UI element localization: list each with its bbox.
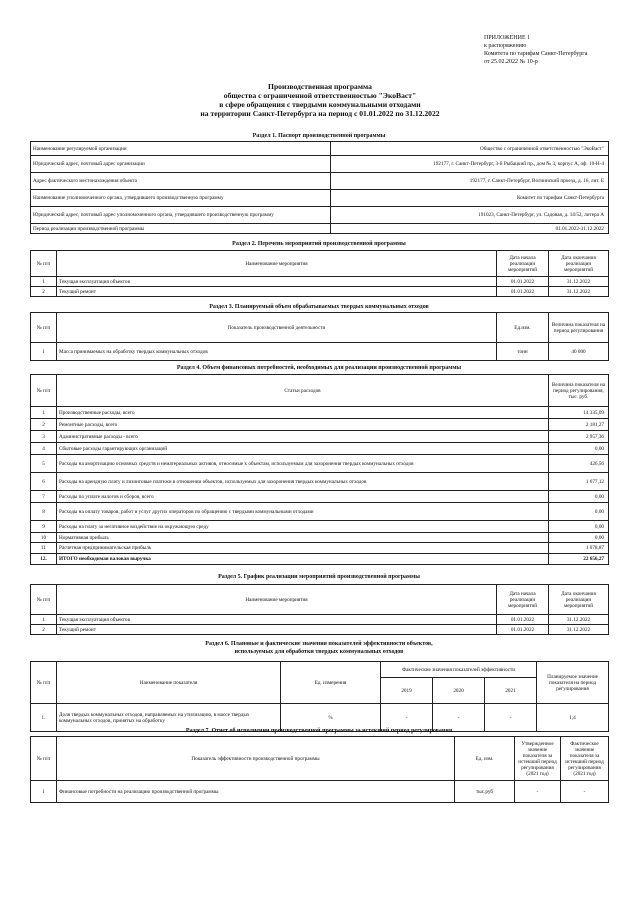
header-cell: Дата начала реализации мероприятий: [497, 585, 549, 615]
cell: 192177, г. Санкт-Петербург, 3-й Рыбацкий пр., дом № 3, корпус А, оф. 10-Н-4: [331, 156, 609, 173]
cell: 1,4: [537, 704, 609, 732]
heading-line: в сфере обращения с твердыми коммунальными отходами: [219, 100, 421, 109]
cell: Текущая эксплуатация объектов: [57, 277, 497, 287]
cell: Расходы на арендную плату и лизинговые платежи в отношении объектов, используемых для захоронения твердых коммунальных отходов: [57, 473, 549, 491]
cell: 10: [31, 533, 57, 543]
table-row: [31, 615, 609, 625]
cell: 01.01.2022: [497, 615, 549, 625]
cell: Наименование уполномоченного органа, утвердившего производственную программу: [31, 190, 331, 207]
heading-line: общества с ограниченной ответственностью "ЭкоВаст": [223, 91, 417, 100]
header-cell: Статьи расходов: [57, 375, 549, 407]
table-header-row: [31, 585, 609, 615]
section-1-table: [30, 141, 609, 234]
table-row: [31, 173, 609, 190]
header-cell: 2019: [381, 678, 433, 704]
cell: 31.12.2022: [549, 287, 609, 297]
cell: Нормативная прибыль: [57, 533, 549, 543]
cell: 01.01.2022: [497, 287, 549, 297]
table-row: [31, 190, 609, 207]
cell: Общество с ограниченной ответственностью "ЭкоВаст": [331, 142, 609, 156]
cell: 0,00: [549, 443, 609, 455]
table-row: [31, 625, 609, 635]
cell: 0,00: [549, 521, 609, 533]
cell: Расходы на оплату товаров, работ и услуг других операторов по обращению с твердыми коммунальными отходами: [57, 503, 549, 521]
section-6-table: [30, 661, 609, 732]
cell: 14 335,09: [549, 407, 609, 419]
section-6-title: [30, 640, 608, 656]
section-1-title: Раздел 1. Паспорт производственной программы: [252, 133, 386, 139]
cell: ИТОГО необходимая валовая выручка: [57, 554, 549, 565]
cell: Расходы по уплате налогов и сборов, всего: [57, 491, 549, 503]
table-row: [31, 554, 609, 565]
section-4-table: [30, 374, 609, 565]
cell: -: [485, 704, 537, 732]
cell: %: [281, 704, 381, 732]
section-3-table: [30, 312, 609, 361]
table-row: [31, 407, 609, 419]
header-cell: Дата окончания реализации мероприятий: [549, 585, 609, 615]
section-5-table: [30, 584, 609, 635]
cell: 4: [31, 443, 57, 455]
cell: Наименование регулируемой организации: [31, 142, 331, 156]
header-cell: Наименование мероприятия: [57, 251, 497, 277]
header-cell: Наименование мероприятия: [57, 585, 497, 615]
appendix-block: [484, 34, 587, 66]
appendix-title: ПРИЛОЖЕНИЕ 1: [484, 35, 531, 41]
cell: 2: [31, 419, 57, 431]
cell: 0,00: [549, 503, 609, 521]
table-row: [31, 343, 609, 361]
cell: 426,56: [549, 455, 609, 473]
section-2-table: [30, 250, 609, 297]
table-header-row: [31, 313, 609, 343]
cell: 31.12.2022: [549, 615, 609, 625]
cell: 1.: [31, 704, 57, 732]
cell: 191023, Санкт-Петербург, ул. Садовая, д. 14/52, литера А: [331, 207, 609, 224]
section-4-title: Раздел 4. Объем финансовых потребностей, необходимых для реализации производственной программы: [176, 365, 462, 371]
cell: Расходы на амортизацию основных средств и нематериальных активов, относимые к объектам, используемым для захоронения твердых коммунальных отходов: [57, 455, 549, 473]
header-cell: Утвержденное значение показателя за истекший период регулирования (2021 год): [515, 737, 561, 781]
cell: 01.01.2022-31.12.2022: [331, 224, 609, 234]
table-row: [31, 543, 609, 554]
cell: 2: [31, 625, 57, 635]
document-title: Производственная программа: [268, 82, 372, 91]
cell: -: [515, 781, 561, 803]
table-row: [31, 224, 609, 234]
cell: -: [561, 781, 609, 803]
cell: Доля твердых коммунальных отходов, направляемых на утилизацию, в массе твердых коммунальных отходов, принятых на обработку: [57, 704, 281, 732]
section-6-title-line: Раздел 6. Плановые и фактические значения показателей эффективности объектов,: [205, 641, 433, 647]
header-cell: Величина показателя на период регулирования, тыс. руб.: [549, 375, 609, 407]
appendix-line: от 25.02.2022 № 10-р: [484, 59, 538, 65]
table-row: [31, 287, 609, 297]
header-cell: № п/п: [31, 251, 57, 277]
cell: 6: [31, 473, 57, 491]
cell: Текущий ремонт: [57, 287, 497, 297]
section-6-title-line: используемых для обработки твердых коммунальных отходов: [234, 649, 404, 655]
table-row: [31, 781, 609, 803]
cell: 8: [31, 503, 57, 521]
cell: тыс.руб: [455, 781, 515, 803]
cell: 01.01.2022: [497, 277, 549, 287]
table-row: [31, 455, 609, 473]
table-row: [31, 431, 609, 443]
appendix-line: к распоряжению: [484, 43, 527, 49]
header-cell: Показатель производственной деятельности: [57, 313, 497, 343]
header-cell: № п/п: [31, 585, 57, 615]
table-header-row: [31, 737, 609, 781]
header-cell: № п/п: [31, 375, 57, 407]
cell: -: [433, 704, 485, 732]
section-5-title: Раздел 5. График реализации мероприятий производственной программы: [218, 574, 420, 580]
header-cell: 2020: [433, 678, 485, 704]
table-header-row: [31, 251, 609, 277]
cell: 1 078,87: [549, 543, 609, 554]
cell: Расходы на плату за негативное воздействие на окружающую среду: [57, 521, 549, 533]
cell: 0,00: [549, 533, 609, 543]
cell: 1: [31, 343, 57, 361]
header-cell: Показатель эффективности производственной программы: [57, 737, 455, 781]
table-row: [31, 419, 609, 431]
cell: Административные расходы - всего: [57, 431, 549, 443]
table-row: [31, 503, 609, 521]
header-cell: Наименование показателя: [57, 662, 281, 704]
cell: Адрес фактического местонахождения объекта: [31, 173, 331, 190]
cell: 01.01.2022: [497, 625, 549, 635]
table-row: [31, 491, 609, 503]
cell: Текущая эксплуатация объектов: [57, 615, 497, 625]
cell: 1: [31, 407, 57, 419]
cell: 12.: [31, 554, 57, 565]
section-2-title: Раздел 2. Перечень мероприятий производственной программы: [232, 241, 406, 247]
header-cell: № п/п: [31, 313, 57, 343]
cell: 1: [31, 615, 57, 625]
header-cell: № п/п: [31, 737, 57, 781]
header-cell: Дата окончания реализации мероприятий: [549, 251, 609, 277]
cell: Ремонтные расходы, всего: [57, 419, 549, 431]
cell: Финансовые потребности на реализацию производственной программы: [57, 781, 455, 803]
cell: 31.12.2022: [549, 277, 609, 287]
table-row: [31, 473, 609, 491]
section-3-title: Раздел 3. Планируемый объем обрабатываемых твердых коммунальных отходов: [209, 304, 429, 310]
cell: Юридический адрес, почтовый адрес организации: [31, 156, 331, 173]
cell: Комитет по тарифам Санкт-Петербурга: [331, 190, 609, 207]
table-row: [31, 533, 609, 543]
cell: 2: [31, 287, 57, 297]
header-cell: Фактическое значение показателя за истекший период регулирования (2021 год): [561, 737, 609, 781]
cell: 2 957,36: [549, 431, 609, 443]
header-cell: Ед. изм.: [455, 737, 515, 781]
cell: Период реализации производственной программы: [31, 224, 331, 234]
header-cell: Величина показателя на период регулирования: [549, 313, 609, 343]
cell: 40 000: [549, 343, 609, 361]
header-cell: Планируемое значение показателя на период регулирования: [537, 662, 609, 704]
cell: Производственные расходы, всего: [57, 407, 549, 419]
cell: 0,00: [549, 491, 609, 503]
section-7-table: [30, 736, 609, 803]
cell: 3: [31, 431, 57, 443]
document-heading: [0, 82, 640, 118]
header-cell: Фактические значения показателей эффективности: [381, 662, 537, 678]
heading-line: на территории Санкт-Петербурга на период с 01.01.2022 по 31.12.2022: [200, 109, 440, 118]
cell: 7: [31, 491, 57, 503]
table-header-row: [31, 662, 609, 678]
cell: 1 677,12: [549, 473, 609, 491]
header-cell: Дата начала реализации мероприятий: [497, 251, 549, 277]
cell: 11: [31, 543, 57, 554]
cell: 22 656,27: [549, 554, 609, 565]
cell: 9: [31, 521, 57, 533]
cell: Юридический адрес, почтовый адрес уполномоченного органа, утвердившего производственную программу: [31, 207, 331, 224]
cell: -: [381, 704, 433, 732]
table-row: [31, 142, 609, 156]
cell: 31.12.2022: [549, 625, 609, 635]
header-cell: Ед.изм.: [497, 313, 549, 343]
table-header-row: [31, 375, 609, 407]
section-7-title: Раздел 7. Отчет об исполнении производственной программы за истекший период регулирования: [185, 728, 453, 734]
cell: Масса принимаемых на обработку твердых коммунальных отходов: [57, 343, 497, 361]
table-row: [31, 156, 609, 173]
appendix-line: Комитета по тарифам Санкт-Петербурга: [484, 51, 588, 57]
cell: Расчетная предпринимательская прибыль: [57, 543, 549, 554]
cell: 1: [31, 277, 57, 287]
header-cell: Ед. измерения: [281, 662, 381, 704]
cell: Текущий ремонт: [57, 625, 497, 635]
cell: Сбытовые расходы гарантирующих организаций: [57, 443, 549, 455]
cell: тонн: [497, 343, 549, 361]
header-cell: № п/п: [31, 662, 57, 704]
table-row: [31, 443, 609, 455]
table-row: [31, 277, 609, 287]
cell: 192177, г. Санкт-Петербург, Волчинский проезд, д. 16, лит. Е: [331, 173, 609, 190]
cell: 1: [31, 781, 57, 803]
cell: 2 181,27: [549, 419, 609, 431]
cell: 5: [31, 455, 57, 473]
table-row: [31, 521, 609, 533]
table-row: [31, 207, 609, 224]
header-cell: 2021: [485, 678, 537, 704]
